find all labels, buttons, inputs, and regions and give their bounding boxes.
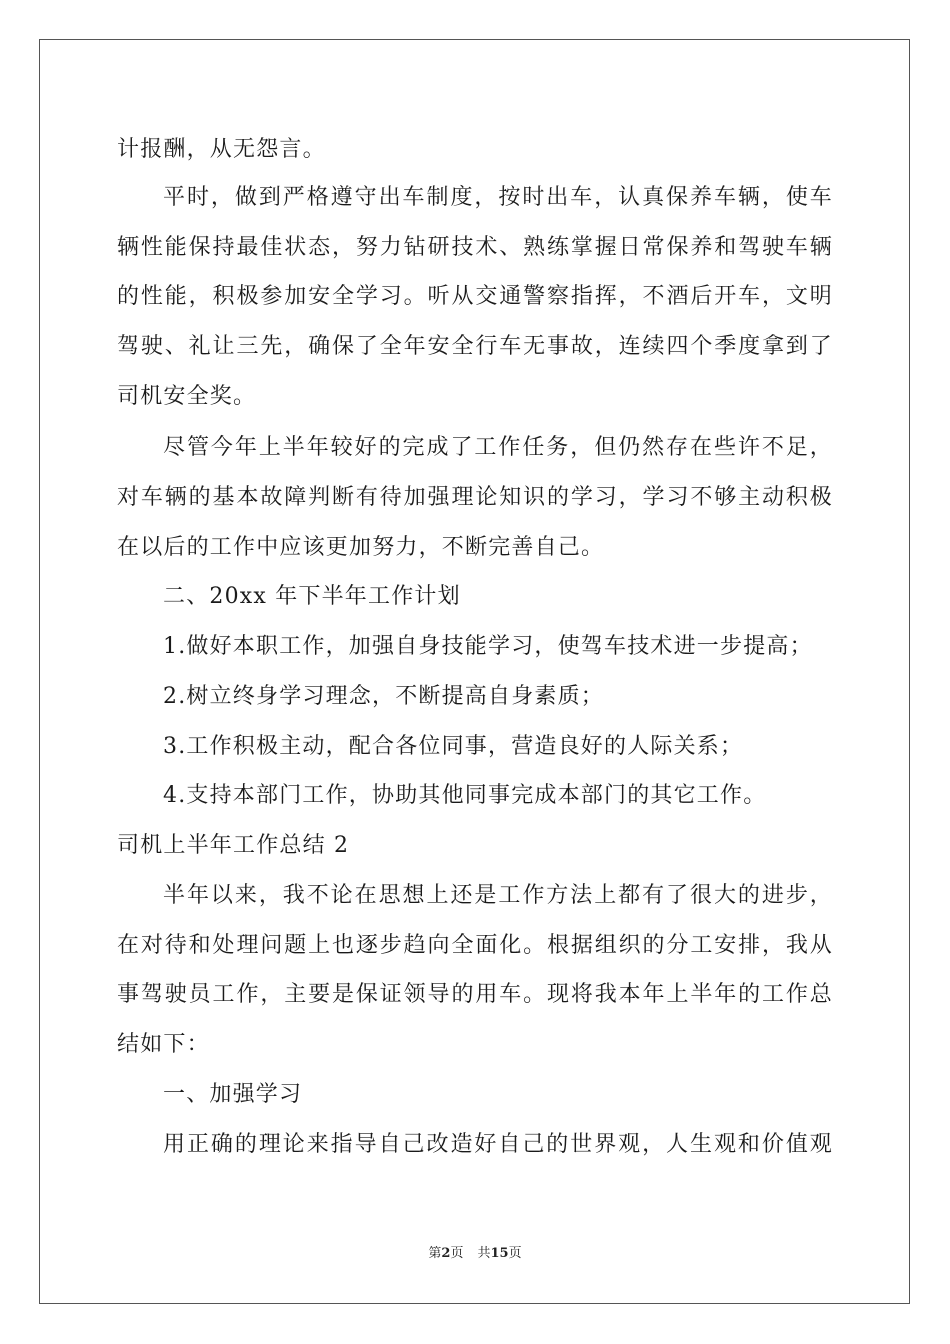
paragraph-line: 辆性能保持最佳状态，努力钻研技术、熟练掌握日常保养和驾驶车辆 [117,235,833,260]
section-heading: 一、加强学习 [163,1082,303,1107]
footer-page-total: 15 [490,1246,509,1261]
paragraph-line: 结如下： [117,1032,210,1057]
page-footer [0,1245,950,1263]
footer-page-unit: 页 [450,1246,464,1261]
paragraph-line: 用正确的理论来指导自己改造好自己的世界观，人生观和价值观 [163,1132,833,1157]
list-item: 3.工作积极主动，配合各位同事，营造良好的人际关系； [163,734,744,759]
paragraph-line: 在以后的工作中应该更加努力，不断完善自己。 [117,535,605,560]
paragraph-line: 对车辆的基本故障判断有待加强理论知识的学习，学习不够主动积极 [117,485,833,510]
paragraph-line: 驾驶、礼让三先，确保了全年安全行车无事故，连续四个季度拿到了 [117,334,833,359]
footer-page-current: 2 [441,1246,451,1261]
list-item: 4.支持本部门工作，协助其他同事完成本部门的其它工作。 [163,783,767,808]
paragraph-line: 的性能，积极参加安全学习。听从交通警察指挥，不酒后开车，文明 [117,284,833,309]
section-heading: 二、20xx 年下半年工作计划 [163,584,461,609]
paragraph-line: 在对待和处理问题上也逐步趋向全面化。根据组织的分工安排，我从 [117,933,833,958]
document-title: 司机上半年工作总结 2 [117,833,350,858]
paragraph-line: 半年以来，我不论在思想上还是工作方法上都有了很大的进步， [163,883,833,908]
footer-total-unit: 页 [508,1246,522,1261]
text-line: 计报酬，从无怨言。 [117,137,326,162]
footer-total-prefix: 共 [477,1246,491,1261]
list-item: 1.做好本职工作，加强自身技能学习，使驾车技术进一步提高； [163,634,813,659]
paragraph-line: 事驾驶员工作，主要是保证领导的用车。现将我本年上半年的工作总 [117,982,833,1007]
page-border [39,39,910,1304]
list-item: 2.树立终身学习理念，不断提高自身素质； [163,684,604,709]
footer-page-prefix: 第 [428,1246,442,1261]
paragraph-line: 尽管今年上半年较好的完成了工作任务，但仍然存在些许不足， [163,435,833,460]
paragraph-line: 平时，做到严格遵守出车制度，按时出车，认真保养车辆，使车 [163,185,833,210]
paragraph-line: 司机安全奖。 [117,384,257,409]
